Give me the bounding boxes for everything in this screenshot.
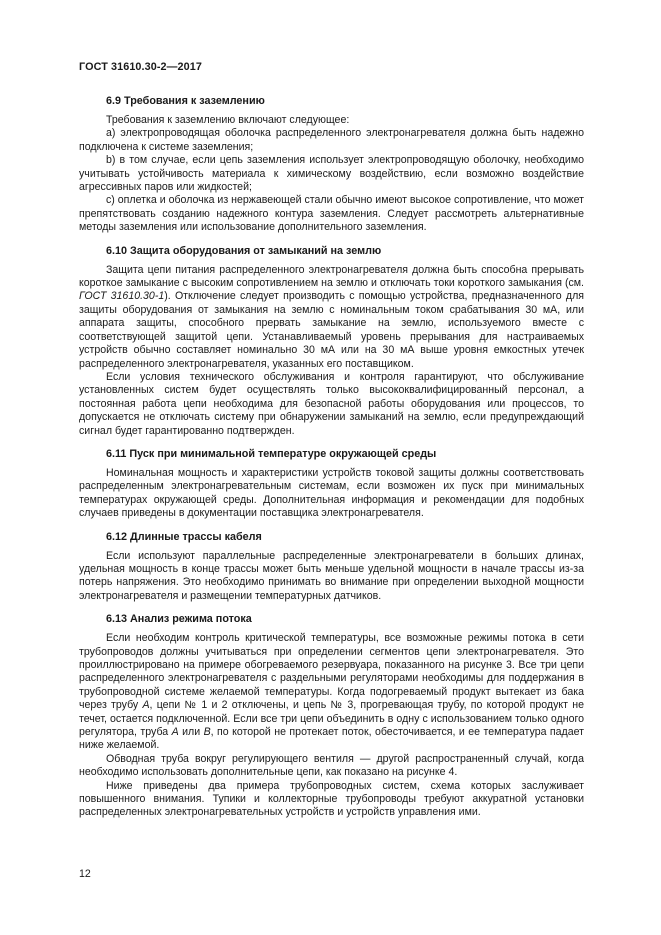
document-header: ГОСТ 31610.30-2—2017	[79, 61, 202, 73]
section-6-13	[79, 613, 584, 820]
pipe-label: А	[171, 726, 179, 739]
paragraph: Требования к заземлению включают следующее:	[106, 114, 350, 126]
section-6-10	[79, 245, 584, 438]
section-title: 6.9 Требования к заземлению	[106, 95, 265, 107]
section-title: 6.10 Защита оборудования от замыканий на землю	[106, 244, 382, 257]
document-body	[79, 95, 584, 830]
page-number: 12	[79, 868, 91, 880]
text-run: или	[178, 726, 204, 739]
section-title: 6.11 Пуск при минимальной температуре окружающей среды	[106, 447, 437, 460]
pipe-label: В	[203, 726, 211, 739]
paragraph: b) в том случае, если цепь заземления использует электропроводящую оболочку, необходимо учитывать устойчивость материала к химическому воздействию, если возможно воздействие агрессивных паров или жидкостей;	[79, 154, 584, 194]
section-title: 6.12 Длинные трассы кабеля	[106, 530, 262, 543]
paragraph: Ниже приведены два примера трубопроводных систем, схема которых заслуживает повышенного внимания. Тупики и коллекторные трубопроводы требуют аккуратной установки распределенных электронагревательных устройств и устройств управления ими.	[79, 779, 584, 819]
paragraph: а) электропроводящая оболочка распределенного электронагревателя должна быть надежно подключена к системе заземления;	[79, 127, 584, 153]
text-run: Защита цепи питания распределенного электронагревателя должна быть способна прерывать короткое замыкание с высоким сопротивлением на землю и отключать токи короткого замыкания (см.	[79, 263, 584, 290]
paragraph	[79, 264, 584, 371]
text-run: ). Отключение следует производить с помощью устройства, предназначенного для защиты оборудования от замыкания на землю с номинальным током срабатывания 30 мА, или аппарата защиты, способного прервать замыкание на землю, используемого вместе с соответствующей защитой цепи. Устанавливаемый уровень прерывания для настраиваемых устройств обычно составляет номинально 30 мА или на 30 мА выше уровня емкостных утечек распределенного электронагревателя, указанных его поставщиком.	[79, 290, 584, 370]
paragraph: Если используют параллельные распределенные электронагреватели в больших длинах, удельная мощность в конце трассы может быть меньше удельной мощности в начале трассы из-за потерь напряжения. Это необходимо принимать во внимание при определении выходной мощности электронагревателя и размещении температурных датчиков.	[79, 549, 584, 602]
paragraph: с) оплетка и оболочка из нержавеющей стали обычно имеют высокое сопротивление, что может препятствовать созданию надежного контура заземления. Следует рассмотреть альтернативные методы заземления или использование дополнительного заземления.	[79, 194, 584, 234]
pipe-label: А	[142, 699, 150, 712]
section-6-11	[79, 448, 584, 521]
section-title: 6.13 Анализ режима потока	[106, 613, 252, 626]
text-run: Если необходим контроль критической температуры, все возможные режимы потока в сети трубопроводов должны учитываться при определении сегментов цепи электронагревателя. Это проиллюстрировано на примере обогреваемого резервуара, показанного на рисунке 3. Все три цепи распределенного электронагревателя с раздельными регуляторами необходимы для поддержания в трубопроводной системе желаемой температуры. Когда подогреваемый продукт вытекает из бака через трубу	[79, 632, 584, 712]
paragraph: Обводная труба вокруг регулирующего вентиля — другой распространенный случай, когда необходимо использовать дополнительные цепи, как показано на рисунке 4.	[79, 752, 584, 779]
paragraph	[79, 632, 584, 753]
paragraph: Номинальная мощность и характеристики устройств токовой защиты должны соответствовать распределенным электронагревательным системам, если возможен их пуск при минимальных температурах окружающей среды. Дополнительная информация и рекомендации для подобных случаев приведены в документации поставщика электронагревателя.	[79, 466, 584, 520]
text-run: , по которой не протекает поток, обесточивается, и ее температура падает ниже желаемой.	[79, 726, 585, 752]
paragraph: Если условия технического обслуживания и контроля гарантируют, что обслуживание установленных систем будет осуществлять только высококвалифицированный персонал, а постоянная работа цепи необходима для безопасной работы оборудования или процессов, то допускается не отключать систему при обнаружении замыканий на землю, если предупреждающий сигнал будет гарантированно подтвержден.	[79, 370, 584, 437]
section-6-9	[79, 95, 584, 235]
standard-reference: ГОСТ 31610.30-1	[79, 290, 165, 303]
text-run: , цепи № 1 и 2 отключены, и цепь № 3, прогревающая трубу, по которой продукт не течет, остается подключенной. Если все три цепи объединить в одну с использованием только одного регулятора, труба	[79, 699, 584, 739]
section-6-12	[79, 531, 584, 604]
